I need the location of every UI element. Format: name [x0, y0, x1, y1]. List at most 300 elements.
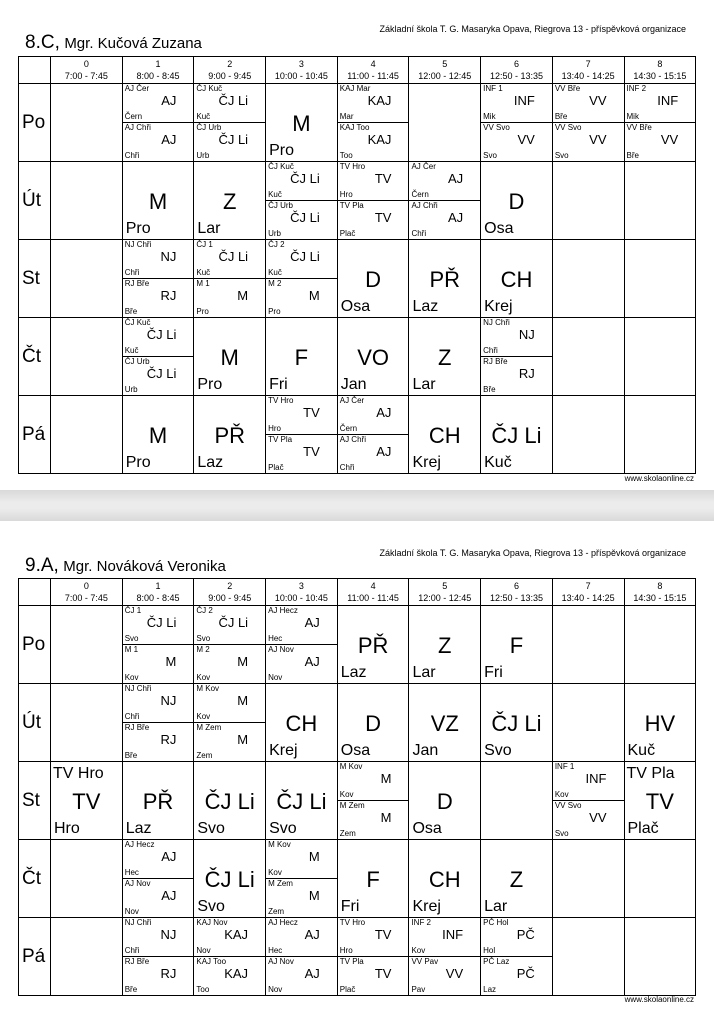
- group-label: TV Hro: [268, 396, 294, 405]
- page-title: [25, 32, 202, 54]
- group-lesson: [553, 762, 624, 801]
- day-row: [18, 240, 696, 318]
- subject: VO: [357, 345, 389, 370]
- lesson-cell: [194, 606, 266, 683]
- subject: NJ: [518, 327, 535, 342]
- day-row: [18, 84, 696, 162]
- teacher: Plač: [339, 985, 356, 994]
- group-lesson: [338, 762, 409, 801]
- group-lesson: [338, 123, 409, 162]
- group-label: M Zem: [196, 722, 222, 732]
- period-number: 4: [370, 581, 376, 591]
- day-label: Út: [22, 189, 41, 211]
- period-header: [625, 57, 697, 83]
- subject: F: [366, 867, 380, 892]
- period-time: 11:00 - 11:45: [347, 593, 399, 603]
- group-lesson: [481, 318, 552, 357]
- lesson-cell: [123, 606, 195, 683]
- lesson-cell: [481, 162, 553, 239]
- corner-cell: [19, 57, 51, 83]
- subject: VV: [589, 809, 607, 825]
- teacher: Pro: [197, 376, 223, 393]
- lesson-cell: [194, 918, 266, 995]
- subject: M: [308, 287, 320, 303]
- subject: RJ: [518, 365, 535, 381]
- lesson-cell: [625, 684, 697, 761]
- subject: ČJ Li: [204, 789, 255, 814]
- subject: ČJ Li: [491, 423, 542, 448]
- teacher: Svo: [554, 151, 569, 160]
- group-label: ČJ 2: [196, 606, 213, 615]
- group-lesson: [481, 957, 552, 996]
- subject: NJ: [160, 693, 177, 708]
- subject: RJ: [160, 965, 177, 981]
- group-label: VV Pav: [411, 956, 439, 966]
- group-label: VV Svo: [554, 800, 582, 810]
- group-lesson: [553, 84, 624, 123]
- lesson-cell: [409, 684, 481, 761]
- group-label: AJ Chři: [411, 200, 438, 210]
- group-lesson: [553, 123, 624, 162]
- day-cell: [19, 606, 51, 683]
- subject: NJ: [160, 927, 177, 942]
- period-header: [51, 57, 123, 83]
- subject: TV: [374, 171, 392, 186]
- group-label: M Kov: [339, 762, 363, 771]
- teacher: Jan: [412, 742, 439, 759]
- group-label: M 1: [196, 278, 210, 288]
- group-label: ČJ Urb: [196, 122, 222, 132]
- period-header: [481, 579, 553, 605]
- period-time: 8:00 - 8:45: [136, 71, 180, 81]
- subject: VV: [660, 131, 679, 147]
- subject: KAJ: [367, 131, 392, 147]
- group-label: NJ Chři: [124, 918, 152, 927]
- group-lesson: [123, 645, 194, 684]
- group-label: KAJ Too: [339, 122, 370, 132]
- group-label: AJ Hecz: [268, 606, 298, 615]
- subject: M: [237, 287, 249, 303]
- lesson-cell: [266, 684, 338, 761]
- empty-cell: [51, 396, 123, 473]
- group-label: AJ Čer: [411, 162, 436, 171]
- group-lesson: [123, 918, 194, 957]
- teacher: Mik: [483, 111, 496, 121]
- subject: F: [294, 345, 309, 370]
- subject: ČJ Li: [146, 615, 177, 630]
- group-label: KAJ Mar: [339, 84, 371, 93]
- teacher: Laz: [483, 985, 497, 994]
- subject: ČJ Li: [218, 615, 249, 630]
- teacher: Kov: [124, 673, 139, 682]
- subject: D: [508, 189, 525, 214]
- subject: AJ: [447, 171, 464, 186]
- timetable-grid: [18, 56, 696, 474]
- subject: RJ: [160, 287, 177, 303]
- group-label: VV Svo: [554, 122, 582, 132]
- subject: AJ: [161, 93, 177, 108]
- timetable-grid: [18, 578, 696, 996]
- teacher-name: Mgr. Nováková Veronika: [63, 558, 226, 575]
- empty-cell: [51, 918, 123, 995]
- teacher: Svo: [483, 151, 497, 160]
- group-lesson: [409, 957, 480, 996]
- teacher: Zem: [339, 829, 356, 838]
- period-number: 0: [83, 59, 89, 69]
- group-label: PČ Hol: [483, 918, 509, 927]
- lesson-cell: [409, 840, 481, 917]
- teacher: Nov: [268, 985, 283, 994]
- teacher: Kov: [554, 789, 569, 799]
- group-lesson: [481, 357, 552, 396]
- group-lesson: [194, 279, 265, 318]
- subject: ČJ Li: [290, 209, 320, 225]
- empty-cell: [625, 606, 697, 683]
- period-number: 8: [657, 581, 663, 591]
- subject: AJ: [304, 927, 320, 942]
- empty-cell: [625, 396, 697, 473]
- subject: M: [308, 849, 320, 864]
- timetable-page-8c: [0, 0, 714, 490]
- teacher: Nov: [196, 945, 211, 955]
- corner-cell: [19, 579, 51, 605]
- teacher: Hol: [483, 945, 496, 955]
- group-label: RJ Bře: [124, 278, 150, 288]
- group-lesson: [123, 240, 194, 279]
- subject: F: [509, 633, 524, 658]
- period-number: 8: [657, 59, 663, 69]
- lesson-cell: [51, 762, 123, 839]
- teacher: Čern: [411, 189, 429, 199]
- lesson-cell: [338, 162, 410, 239]
- subject: AJ: [447, 209, 464, 225]
- teacher: Kuč: [196, 111, 211, 121]
- group-label: AJ Chři: [124, 122, 151, 132]
- group-label: KAJ Too: [196, 956, 227, 966]
- group-lesson: [481, 84, 552, 123]
- subject: AJ: [304, 653, 320, 669]
- group-lesson: [553, 801, 624, 840]
- empty-cell: [51, 606, 123, 683]
- teacher: Lar: [484, 898, 508, 915]
- subject: TV: [72, 789, 101, 814]
- empty-cell: [553, 396, 625, 473]
- teacher: Fri: [269, 376, 288, 393]
- period-number: 7: [585, 581, 591, 591]
- teacher: Osa: [340, 298, 371, 315]
- empty-cell: [51, 318, 123, 395]
- teacher: Hro: [54, 820, 80, 837]
- group-label: KAJ Nov: [196, 918, 228, 927]
- day-row: [18, 840, 696, 918]
- group-lesson: [123, 357, 194, 396]
- day-label: Čt: [22, 345, 41, 367]
- period-time: 11:00 - 11:45: [347, 71, 399, 81]
- subject: CH: [500, 267, 533, 292]
- period-header: [409, 579, 481, 605]
- period-header: [194, 579, 266, 605]
- subject: ČJ Li: [218, 131, 249, 147]
- group-lesson: [194, 84, 265, 123]
- period-time: 14:30 - 15:15: [633, 593, 687, 603]
- teacher: Urb: [268, 229, 281, 238]
- lesson-cell: [409, 606, 481, 683]
- lesson-cell: [481, 240, 553, 317]
- lesson-cell: [194, 162, 266, 239]
- group-lesson: [338, 396, 409, 435]
- subject: M: [165, 653, 177, 669]
- lesson-cell: [266, 762, 338, 839]
- group-lesson: [338, 435, 409, 474]
- group-label: AJ Nov: [268, 956, 294, 966]
- group-lesson: [123, 318, 194, 357]
- period-time: 14:30 - 15:15: [633, 71, 687, 81]
- period-number: 2: [227, 59, 233, 69]
- empty-cell: [625, 918, 697, 995]
- teacher: Čern: [339, 423, 358, 433]
- teacher: Too: [339, 151, 353, 160]
- group-lesson: [123, 879, 194, 918]
- group-label: INF 2: [626, 84, 647, 93]
- teacher: Krej: [269, 742, 298, 759]
- lesson-cell: [625, 84, 697, 161]
- group-label: AJ Čer: [124, 84, 150, 93]
- lesson-cell: [194, 840, 266, 917]
- teacher: Svo: [124, 633, 139, 643]
- empty-cell: [553, 918, 625, 995]
- period-time: 9:00 - 9:45: [208, 593, 252, 603]
- group-lesson: [194, 645, 265, 684]
- subject: PŘ: [214, 423, 245, 448]
- group-label: M Zem: [268, 878, 293, 888]
- day-row: [18, 762, 696, 840]
- group-lesson: [194, 684, 265, 723]
- period-header: [123, 57, 195, 83]
- period-time: 13:40 - 14:25: [561, 71, 615, 81]
- lesson-cell: [553, 762, 625, 839]
- group-label: TV Hro: [53, 765, 104, 782]
- group-label: TV Pla: [626, 765, 675, 782]
- group-label: ČJ Urb: [124, 356, 150, 366]
- subject: PŘ: [357, 633, 389, 658]
- footer-url: www.skolaonline.cz: [624, 474, 694, 483]
- subject: Z: [438, 633, 452, 658]
- subject: M: [308, 887, 320, 903]
- teacher: Too: [196, 985, 210, 994]
- group-lesson: [123, 684, 194, 723]
- period-header: [266, 579, 338, 605]
- teacher: Fri: [484, 664, 503, 681]
- teacher: Chři: [124, 151, 140, 160]
- lesson-cell: [266, 606, 338, 683]
- subject: M: [237, 731, 249, 747]
- subject: AJ: [161, 849, 177, 864]
- group-lesson: [625, 84, 696, 123]
- day-row: [18, 162, 696, 240]
- teacher: Pro: [196, 307, 209, 316]
- group-lesson: [123, 957, 194, 996]
- group-lesson: [338, 84, 409, 123]
- teacher: Hec: [124, 867, 139, 877]
- group-lesson: [123, 84, 194, 123]
- group-lesson: [266, 435, 337, 474]
- period-time: 13:40 - 14:25: [561, 593, 615, 603]
- empty-cell: [625, 240, 697, 317]
- empty-cell: [553, 240, 625, 317]
- empty-cell: [51, 240, 123, 317]
- subject: INF: [513, 93, 535, 108]
- teacher: Mar: [339, 111, 354, 121]
- lesson-cell: [409, 762, 481, 839]
- day-cell: [19, 762, 51, 839]
- group-lesson: [123, 723, 194, 762]
- subject: ČJ Li: [204, 867, 255, 892]
- teacher: Pro: [125, 220, 151, 237]
- subject: INF: [657, 93, 679, 108]
- lesson-cell: [194, 84, 266, 161]
- teacher: Kuč: [627, 742, 656, 759]
- subject: TV: [303, 443, 320, 459]
- teacher: Svo: [196, 633, 211, 643]
- teacher: Lar: [412, 664, 436, 681]
- teacher: Krej: [412, 898, 441, 915]
- day-label: St: [22, 267, 40, 289]
- group-label: M 1: [124, 644, 139, 654]
- page-title: [25, 555, 226, 577]
- empty-cell: [51, 684, 123, 761]
- lesson-cell: [194, 684, 266, 761]
- lesson-cell: [266, 918, 338, 995]
- group-label: VV Bře: [554, 84, 581, 93]
- subject: TV: [645, 789, 674, 814]
- lesson-cell: [481, 840, 553, 917]
- lesson-cell: [123, 684, 195, 761]
- teacher: Nov: [124, 907, 139, 916]
- lesson-cell: [194, 240, 266, 317]
- school-name: Základní škola T. G. Masaryka Opava, Riegrova 13 - příspěvková organizace: [379, 24, 686, 34]
- group-lesson: [194, 123, 265, 162]
- period-time: 12:50 - 13:35: [489, 71, 543, 81]
- subject: TV: [374, 965, 392, 981]
- subject: M: [220, 345, 239, 370]
- period-header: [409, 57, 481, 83]
- period-number: 7: [585, 59, 591, 69]
- teacher: Urb: [196, 151, 210, 160]
- subject: TV: [374, 927, 392, 942]
- group-label: AJ Nov: [124, 878, 151, 888]
- group-label: TV Hro: [339, 918, 366, 927]
- lesson-cell: [409, 918, 481, 995]
- lesson-cell: [266, 240, 338, 317]
- period-time: 9:00 - 9:45: [208, 71, 252, 81]
- period-header: [338, 579, 410, 605]
- subject: AJ: [161, 887, 177, 903]
- teacher: Lar: [412, 376, 436, 393]
- day-label: Po: [22, 111, 46, 133]
- group-lesson: [409, 201, 480, 240]
- period-number: 5: [442, 581, 448, 591]
- empty-cell: [553, 606, 625, 683]
- teacher: Pro: [125, 454, 151, 471]
- teacher: Kuč: [484, 454, 512, 471]
- lesson-cell: [481, 918, 553, 995]
- subject: M: [237, 653, 249, 669]
- teacher: Bře: [124, 307, 138, 316]
- lesson-cell: [123, 84, 195, 161]
- period-header: [481, 57, 553, 83]
- group-lesson: [625, 123, 696, 162]
- teacher: Svo: [554, 829, 569, 838]
- teacher: Kov: [268, 867, 282, 877]
- day-cell: [19, 162, 51, 239]
- group-lesson: [409, 918, 480, 957]
- group-lesson: [338, 162, 409, 201]
- group-label: ČJ 1: [124, 606, 142, 615]
- group-label: ČJ 2: [268, 240, 285, 249]
- group-lesson: [123, 840, 194, 879]
- period-number: 1: [155, 59, 161, 69]
- teacher: Pro: [268, 307, 281, 316]
- group-label: TV Pla: [339, 956, 364, 966]
- day-cell: [19, 240, 51, 317]
- teacher: Svo: [484, 742, 512, 759]
- teacher: Plač: [268, 463, 284, 472]
- teacher: Zem: [268, 907, 285, 916]
- teacher: Laz: [412, 298, 439, 315]
- lesson-cell: [409, 396, 481, 473]
- subject: PŘ: [142, 789, 174, 814]
- group-label: M Kov: [196, 684, 220, 693]
- period-number: 1: [155, 581, 161, 591]
- day-cell: [19, 684, 51, 761]
- subject: CH: [428, 867, 461, 892]
- lesson-cell: [123, 162, 195, 239]
- teacher: Hro: [339, 945, 353, 955]
- lesson-cell: [266, 396, 338, 473]
- teacher: Kuč: [268, 267, 282, 277]
- lesson-cell: [625, 762, 697, 839]
- teacher: Bře: [124, 985, 138, 994]
- lesson-cell: [123, 318, 195, 395]
- subject: M: [380, 771, 392, 786]
- subject: Z: [222, 189, 237, 214]
- teacher: Pro: [269, 142, 294, 159]
- group-label: VV Svo: [483, 122, 510, 132]
- subject: AJ: [304, 965, 320, 981]
- group-label: VV Bře: [626, 122, 652, 132]
- group-lesson: [338, 801, 409, 840]
- class-name: 9.A,: [25, 555, 59, 576]
- group-lesson: [266, 201, 337, 240]
- teacher: Bře: [626, 151, 639, 160]
- period-header: [553, 579, 625, 605]
- group-lesson: [481, 123, 552, 162]
- period-number: 0: [83, 581, 89, 591]
- subject: ČJ Li: [146, 365, 177, 381]
- teacher: Fri: [340, 898, 360, 915]
- group-label: AJ Chři: [339, 434, 366, 444]
- teacher: Urb: [124, 385, 138, 394]
- teacher: Hro: [339, 189, 353, 199]
- group-label: INF 1: [483, 84, 503, 93]
- group-lesson: [266, 162, 337, 201]
- teacher: Laz: [125, 820, 152, 837]
- teacher: Chři: [483, 345, 498, 355]
- lesson-cell: [338, 240, 410, 317]
- teacher: Osa: [484, 220, 514, 237]
- school-name: Základní škola T. G. Masaryka Opava, Riegrova 13 - příspěvková organizace: [379, 548, 686, 558]
- group-lesson: [123, 606, 194, 645]
